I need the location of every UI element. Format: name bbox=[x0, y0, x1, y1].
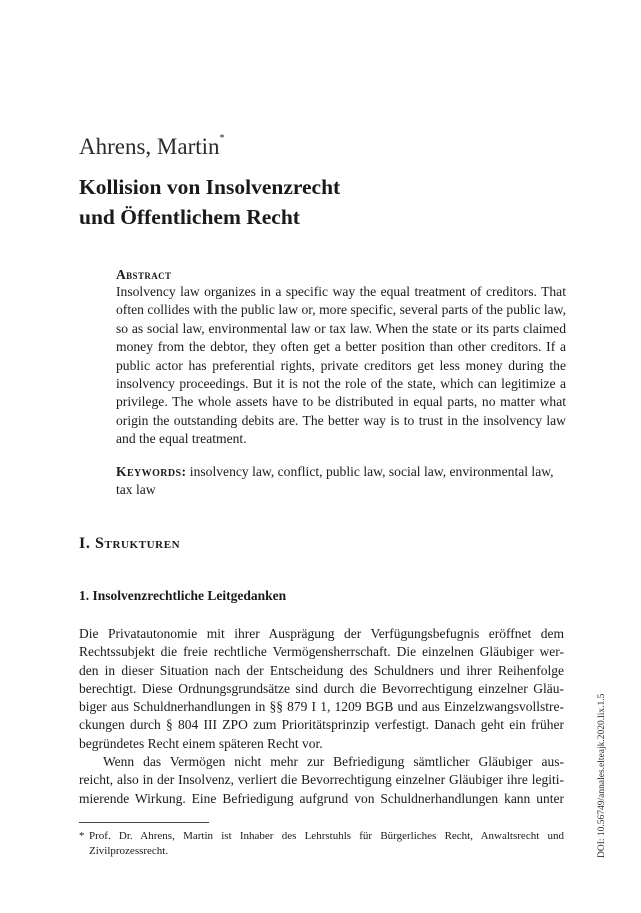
doi-label: DOI: 10.56749/annales.elteajk.2020.lix.1.5 bbox=[597, 693, 607, 858]
footnote-line-2: Zivilprozessrecht. bbox=[89, 845, 169, 857]
author-name-text: Ahrens, Martin bbox=[79, 134, 220, 159]
author-name bbox=[79, 134, 225, 160]
body-text bbox=[79, 625, 564, 808]
keywords-label: Keywords: bbox=[116, 464, 187, 479]
subsection-heading: 1. Insolvenzrechtliche Leitgedanken bbox=[79, 588, 287, 603]
abstract-heading: Abstract bbox=[116, 267, 172, 282]
section-heading: I. Strukturen bbox=[79, 535, 181, 552]
body-line: Rechtssubjekt die freie rechtliche Vermögensherrschaft. Die einzelnen Gläubiger wer- bbox=[79, 644, 564, 660]
footnote-text-1: Prof. Dr. Ahrens, Martin ist Inhaber des Lehrstuhls für Bürgerliches Recht, Anwaltsrecht und bbox=[89, 830, 564, 842]
abstract-text: Insolvency law organizes in a specific way the equal treatment of creditors. That often collides with the public law or, more specific, several parts of the public law, so as social law, environmental law or tax law. When the state or its parts claimed money from the debtor, they often get a better position than other creditors. If a public actor has preferential rights, private creditors get less money during the insolvency proceedings. But it is not the role of the state, which can legitimize a privilege. The whole assets have to be distributed in equal parts, no matter what origin the outstanding debits are. The better way is to trust in the insolvency law and the equal treatment. bbox=[116, 284, 566, 447]
abstract-block bbox=[116, 266, 566, 449]
body-line: Die Privatautonomie mit ihrer Ausprägung der Verfügungsbefugnis eröffnet dem bbox=[79, 626, 564, 641]
body-line: mierende Wirkung. Eine Befriedigung aufgrund von Schuldnerhandlungen kann unter bbox=[79, 790, 564, 806]
article-title bbox=[79, 172, 559, 232]
article-title-line-1: Kollision von Insolvenzrecht bbox=[79, 175, 341, 199]
keywords-text: insolvency law, conflict, public law, social law, environmental law, tax law bbox=[116, 464, 554, 498]
body-line: reicht, also in der Insolvenz, verliert die Bevorrechtigung einzelner Gläubiger ihre legiti- bbox=[79, 772, 564, 788]
footnote-mark: * bbox=[79, 830, 85, 842]
author-footnote-mark: * bbox=[219, 133, 225, 145]
body-line: berechtigt. Diese Ordnungsgrundsätze sind durch die Bevorrechtigung einzelner Gläu- bbox=[79, 680, 564, 696]
footnote bbox=[79, 829, 564, 859]
body-line: Wenn das Vermögen nicht mehr zur Befriedigung sämtlicher Gläubiger aus- bbox=[103, 754, 564, 770]
keywords-block bbox=[116, 463, 566, 500]
article-title-line-2: und Öffentlichem Recht bbox=[79, 205, 300, 229]
body-line: biger aus Schuldnerhandlungen in §§ 879 I 1, 1209 BGB und aus Einzelzwangsvollstre- bbox=[79, 699, 564, 715]
footnote-line-1 bbox=[79, 829, 564, 844]
body-line: begründetes Recht einem späteren Recht vor. bbox=[79, 735, 323, 751]
body-line: den in dieser Situation nach der Entscheidung des Schuldners und ihrer Reihenfolge bbox=[79, 662, 564, 678]
footnote-divider bbox=[79, 822, 209, 823]
body-line: ckungen durch § 804 III ZPO zum Prioritätsprinzip verfestigt. Danach geht ein früher bbox=[79, 717, 564, 733]
